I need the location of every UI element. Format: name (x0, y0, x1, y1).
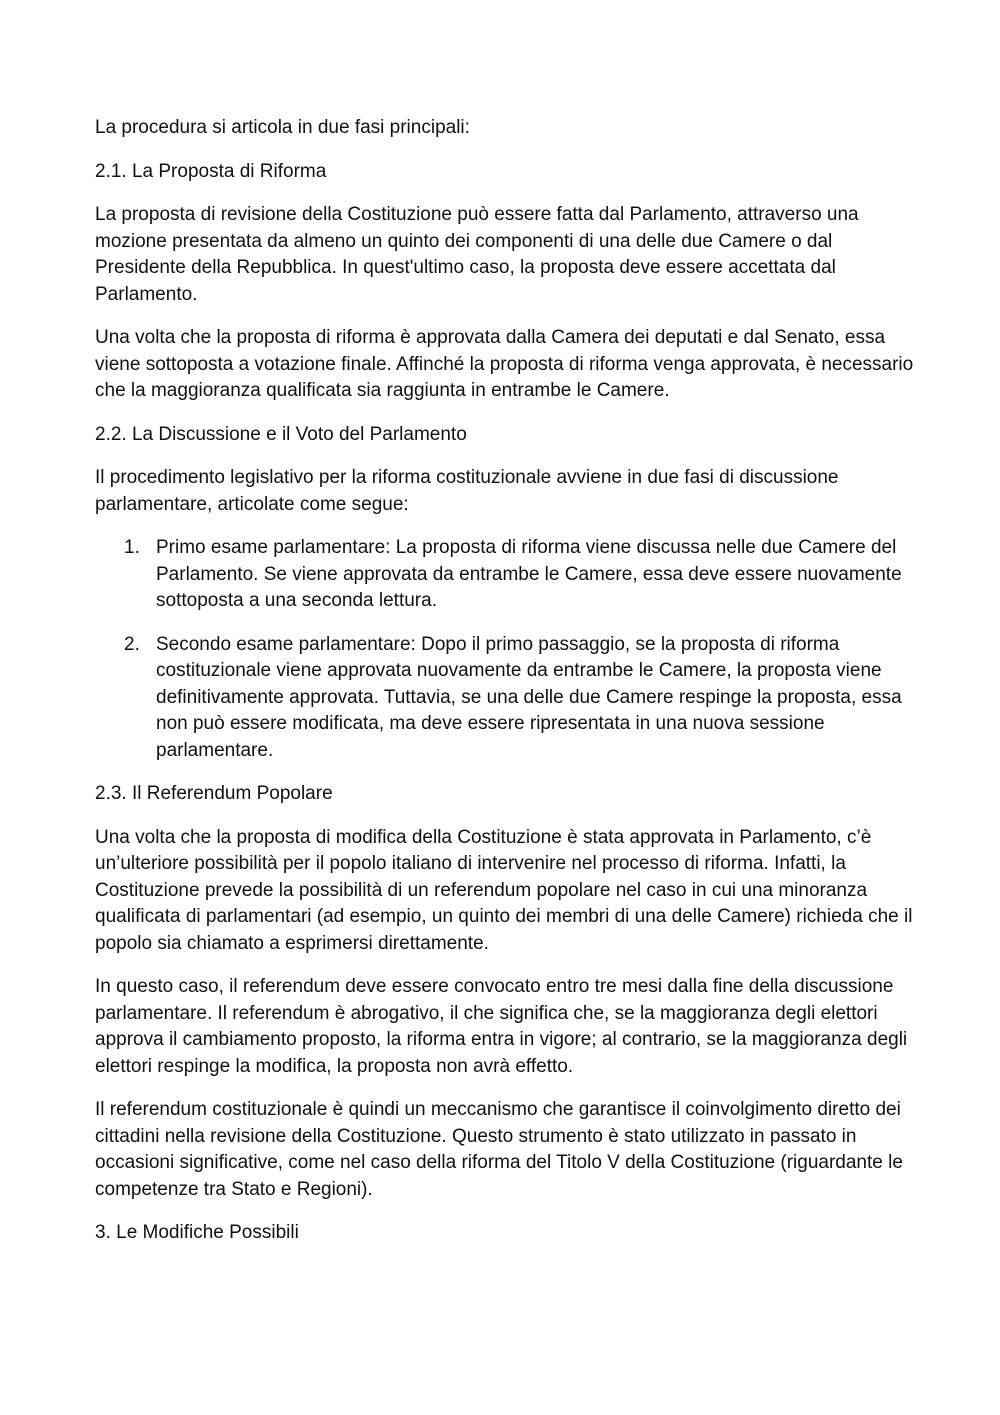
paragraph: Il procedimento legislativo per la riforma costituzionale avviene in due fasi di discussione parlamentare, articolate come segue: (95, 467, 839, 515)
paragraph: Una volta che la proposta di riforma è approvata dalla Camera dei deputati e dal Senato, essa viene sottoposta a votazione finale. Affinché la proposta di riforma venga approvata, è necessario che la maggioranza qualificata sia raggiunta in entrambe le Camere. (95, 327, 914, 401)
list-item-number: 2. (124, 633, 140, 655)
list-item-text: Secondo esame parlamentare: Dopo il primo passaggio, se la proposta di riforma costituzionale viene approvata nuovamente da entrambe le Camere, la proposta viene definitivamente approvata. Tuttavia, se una delle due Camere respinge la proposta, essa non può essere modificata, ma deve essere ripresentata in una nuova sessione parlamentare. (156, 633, 902, 761)
list-item (95, 632, 915, 765)
list-item (95, 535, 915, 615)
section-heading-2-1: 2.1. La Proposta di Riforma (95, 160, 327, 182)
document-page (95, 115, 915, 1264)
paragraph: In questo caso, il referendum deve essere convocato entro tre mesi dalla fine della discussione parlamentare. Il referendum è abrogativo, il che significa che, se la maggioranza degli elettori approva il cambiamento proposto, la riforma entra in vigore; al contrario, se la maggioranza degli elettori respinge la modifica, la proposta non avrà effetto. (95, 976, 908, 1077)
paragraph: La proposta di revisione della Costituzione può essere fatta dal Parlamento, attraverso una mozione presentata da almeno un quinto dei componenti di una delle due Camere o dal Presidente della Repubblica. In quest'ultimo caso, la proposta deve essere accettata dal Parlamento. (95, 204, 859, 305)
numbered-list (95, 535, 915, 764)
paragraph: Una volta che la proposta di modifica della Costituzione è stata approvata in Parlamento, c’è un’ulteriore possibilità per il popolo italiano di intervenire nel processo di riforma. Infatti, la Costituzione prevede la possibilità di un referendum popolare nel caso in cui una minoranza qualificata di parlamentari (ad esempio, un quinto dei membri di una delle Camere) richieda che il popolo sia chiamato a esprimersi direttamente. (95, 826, 913, 954)
section-heading-2-3: 2.3. Il Referendum Popolare (95, 783, 333, 804)
section-heading-3: 3. Le Modifiche Possibili (95, 1222, 299, 1243)
intro-paragraph: La procedura si articola in due fasi principali: (95, 117, 470, 138)
list-item-text: Primo esame parlamentare: La proposta di riforma viene discussa nelle due Camere del Parlamento. Se viene approvata da entrambe le Camere, essa deve essere nuovamente sottoposta a una seconda lettura. (156, 537, 902, 611)
list-item-number: 1. (124, 537, 140, 558)
section-heading-2-2: 2.2. La Discussione e il Voto del Parlamento (95, 423, 467, 445)
paragraph: Il referendum costituzionale è quindi un meccanismo che garantisce il coinvolgimento diretto dei cittadini nella revisione della Costituzione. Questo strumento è stato utilizzato in passato in occasioni significative, come nel caso della riforma del Titolo V della Costituzione (riguardante le competenze tra Stato e Regioni). (95, 1099, 903, 1200)
